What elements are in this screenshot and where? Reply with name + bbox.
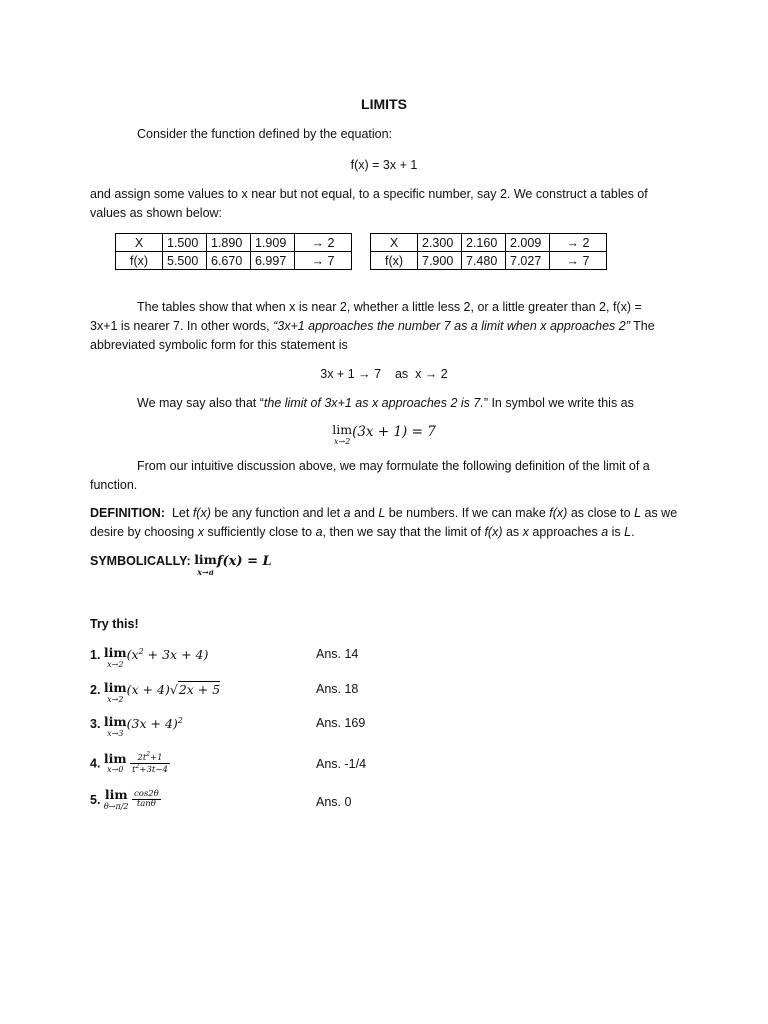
exercise-fraction: $\frac{2t^2+1}{t^2+3t-4}$	[132, 751, 168, 775]
lim-operator: lim x→3	[103, 714, 127, 738]
definition-label: DEFINITION:	[90, 506, 165, 520]
try-this-heading: Try this!	[90, 617, 139, 631]
exercise-number: 1.	[90, 648, 101, 663]
lim-operator: lim θ→π/2	[103, 787, 129, 811]
exercise-5-answer: Ans. 0	[316, 795, 352, 809]
lim-subscript: x→a	[197, 566, 214, 577]
exercise-4	[90, 752, 170, 775]
table-cell: 7.900	[418, 252, 462, 270]
exercise-expression: $(3x + 4)^2$	[126, 716, 183, 732]
table-cell: 6.670	[207, 252, 251, 270]
table-cell: 2.009	[506, 234, 550, 252]
lim-word: lim	[194, 552, 217, 567]
text-span: We may say also that “	[137, 396, 264, 410]
exercise-number: 5.	[90, 792, 101, 807]
exercise-3	[90, 716, 183, 738]
paragraph-3	[137, 396, 634, 410]
quote-text: “3x+1 approaches the number 7 as a limit when x approaches 2”	[273, 319, 630, 333]
definition-text: Let f(x) be any function and let a and L be numbers. If we can make f(x) as close to L as we	[168, 506, 678, 520]
intro-text: Consider the function defined by the equation:	[137, 127, 393, 141]
table-cell: 7.480	[462, 252, 506, 270]
table-cell: 1.909	[251, 234, 295, 252]
table-cell: 2.300	[418, 234, 462, 252]
paragraph-2-line-2	[90, 319, 655, 333]
text-span: 3x+1 is nearer 7. In other words,	[90, 319, 274, 333]
paragraph-2-line-3: abbreviated symbolic form for this statement is	[90, 338, 348, 352]
text-span: The	[629, 319, 655, 333]
limit-equation	[0, 424, 768, 446]
lim-subscript: x→2	[107, 659, 124, 669]
paragraph-2-line-1: The tables show that when x is near 2, whether a little less 2, or a little greater than 2, f(x) =	[137, 300, 642, 314]
definition-line-2: desire by choosing x sufficiently close to a, then we say that the limit of f(x) as x approaches a is L.	[90, 525, 635, 539]
lim-subscript: x→3	[107, 728, 124, 738]
values-table-left	[115, 233, 352, 270]
lim-subscript: x→2	[107, 694, 124, 704]
exercise-number: 3.	[90, 717, 101, 732]
lim-operator	[332, 424, 352, 446]
exercise-2	[90, 682, 220, 704]
table-cell: → 2	[295, 234, 352, 252]
exercise-number: 2.	[90, 683, 101, 697]
exercise-number: 4.	[90, 756, 101, 771]
table-row	[116, 252, 352, 270]
page-title: LIMITS	[361, 96, 407, 112]
values-table-right	[370, 233, 607, 270]
paragraph-1-line-2: values as shown below:	[90, 206, 223, 220]
lim-operator: lim x→0	[103, 750, 127, 775]
lim-operator: lim x→2	[103, 680, 127, 704]
exercise-expression: (x + 4)√2x + 5	[126, 682, 221, 697]
table-cell: → 2	[550, 234, 607, 252]
table-cell: 2.160	[462, 234, 506, 252]
table-cell: f(x)	[371, 252, 418, 270]
table-cell: 1.890	[207, 234, 251, 252]
symbolic-form: 3x + 1 → 7 as x → 2	[320, 367, 448, 381]
definition-line-1	[90, 506, 677, 520]
table-cell: 6.997	[251, 252, 295, 270]
exercise-5	[90, 789, 161, 811]
exercise-1	[90, 647, 208, 669]
exercise-fraction: $\frac{\cos 2\theta}{\tan\theta}$	[133, 788, 159, 810]
lim-word: lim	[332, 422, 353, 437]
paragraph-1-line-1: and assign some values to x near but not equal, to a specific number, say 2. We construct a tables of	[90, 187, 648, 201]
exercise-3-answer: Ans. 169	[316, 716, 366, 730]
exercise-4-answer: Ans. -1/4	[316, 757, 367, 771]
paragraph-4-line-1: From our intuitive discussion above, we may formulate the following definition of the limit of a	[137, 459, 650, 473]
symbolically-line	[90, 554, 272, 576]
lim-operator	[194, 554, 217, 576]
table-cell: 1.500	[163, 234, 207, 252]
lim-subscript: θ→π/2	[103, 801, 129, 811]
exercise-1-answer: Ans. 14	[316, 647, 359, 661]
table-row	[371, 234, 607, 252]
lim-subscript: x→0	[107, 765, 124, 775]
quote-text: the limit of 3x+1 as x approaches 2 is 7.	[263, 396, 484, 410]
symbolically-label: SYMBOLICALLY:	[90, 554, 191, 568]
lim-subscript: x→2	[333, 436, 351, 446]
paragraph-4-line-2: function.	[90, 478, 138, 492]
function-equation: f(x) = 3x + 1	[350, 158, 418, 172]
table-cell: 5.500	[163, 252, 207, 270]
table-cell: f(x)	[116, 252, 163, 270]
table-cell: 7.027	[506, 252, 550, 270]
table-cell: → 7	[550, 252, 607, 270]
table-cell: X	[371, 234, 418, 252]
lim-operator: lim x→2	[103, 645, 127, 669]
text-span: ” In symbol we write this as	[483, 396, 634, 410]
exercise-expression: $(x^2 + 3x + 4)$	[126, 647, 209, 663]
table-cell: → 7	[295, 252, 352, 270]
table-row	[371, 252, 607, 270]
exercise-2-answer: Ans. 18	[316, 682, 359, 696]
symbolic-expression: f(x) = L	[216, 554, 272, 569]
table-row	[116, 234, 352, 252]
limit-expression: (3x + 1) = 7	[352, 424, 436, 440]
table-cell: X	[116, 234, 163, 252]
